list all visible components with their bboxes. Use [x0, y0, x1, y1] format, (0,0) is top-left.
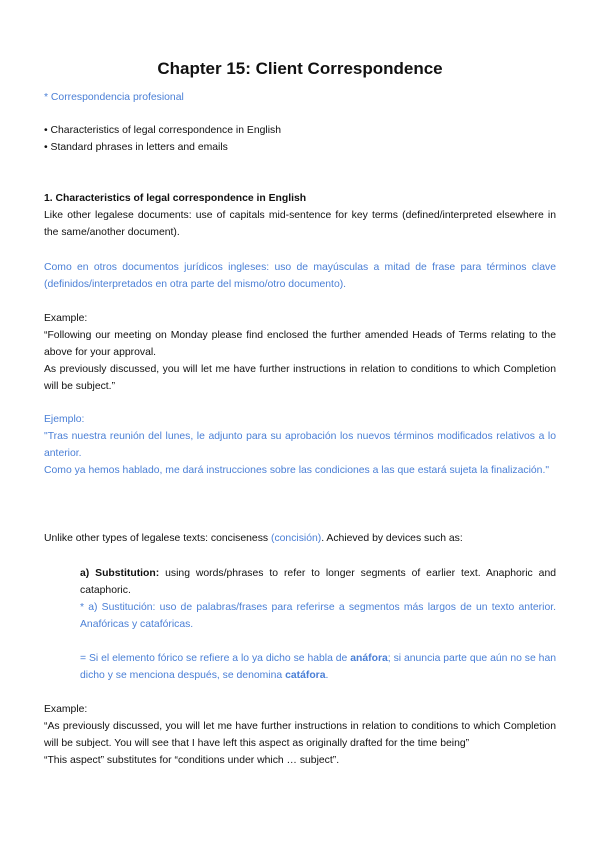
- list-item: • Characteristics of legal correspondence in English: [44, 125, 281, 136]
- phoric-note: [80, 650, 556, 684]
- phoric-term: catáfora: [285, 670, 326, 681]
- phoric-term: anáfora: [350, 653, 388, 664]
- example-label: Example:: [44, 704, 88, 715]
- example-block: [44, 310, 556, 395]
- ejemplo-line: Como ya hemos hablado, me dará instrucciones sobre las condiciones a las que estará sujeta la finalización.": [44, 465, 550, 476]
- example2-block: [44, 701, 556, 769]
- example-quote: “As previously discussed, you will let me have further instructions in relation to conditions to which Completion will be subject. You will see that I have left this aspect as originally drafted for the time being”: [44, 721, 556, 749]
- substitution-paragraph: [80, 565, 556, 599]
- example-line: As previously discussed, you will let me have further instructions in relation to conditions to which Completion will be subject.”: [44, 364, 556, 392]
- paragraph-en: Like other legalese documents: use of capitals mid-sentence for key terms (defined/interpreted elsewhere in the same/another document).: [44, 210, 556, 238]
- bullet-list: [44, 122, 556, 156]
- section-heading: 1. Characteristics of legal correspondence in English: [44, 193, 307, 204]
- conciseness-term: (concisión): [270, 533, 322, 544]
- ejemplo-label: Ejemplo:: [44, 414, 85, 425]
- phoric-note-text: ; si anuncia parte que aún no se han dicho y se menciona después, se denomina: [80, 653, 557, 681]
- list-item: • Standard phrases in letters and emails: [44, 142, 228, 153]
- phoric-note-text: = Si el elemento fórico se refiere a lo ya dicho se habla de: [80, 653, 351, 664]
- translation-note: * Correspondencia profesional: [44, 92, 184, 103]
- conciseness-text-end: . Achieved by devices such as:: [321, 533, 463, 544]
- example-explanation: “This aspect” substitutes for “conditions under which … subject”.: [44, 755, 340, 766]
- phoric-note-text: .: [325, 670, 329, 681]
- conciseness-text: Unlike other types of legalese texts: conciseness: [44, 533, 271, 544]
- example-line: “Following our meeting on Monday please find enclosed the further amended Heads of Terms relating to the above for your approval.: [44, 330, 556, 358]
- ejemplo-line: "Tras nuestra reunión del lunes, le adjunto para su aprobación los nuevos términos modificados relativos a lo anterior.: [44, 431, 556, 459]
- page-title: Chapter 15: Client Correspondence: [157, 59, 443, 78]
- paragraph-es: Como en otros documentos jurídicos ingleses: uso de mayúsculas a mitad de frase para términos clave (definidos/interpretados en otra parte del mismo/otro documento).: [44, 262, 556, 290]
- ejemplo-block: [44, 411, 556, 479]
- example-label: Example:: [44, 313, 88, 324]
- substitution-label: a) Substitution:: [80, 568, 160, 579]
- substitution-translation: * a) Sustitución: uso de palabras/frases para referirse a segmentos más largos de un texto anterior. Anafóricas y catafóricas.: [80, 602, 556, 630]
- substitution-text: using words/phrases to refer to longer segments of earlier text. Anaphoric and cataphoric.: [80, 568, 556, 596]
- conciseness-paragraph: [44, 530, 556, 547]
